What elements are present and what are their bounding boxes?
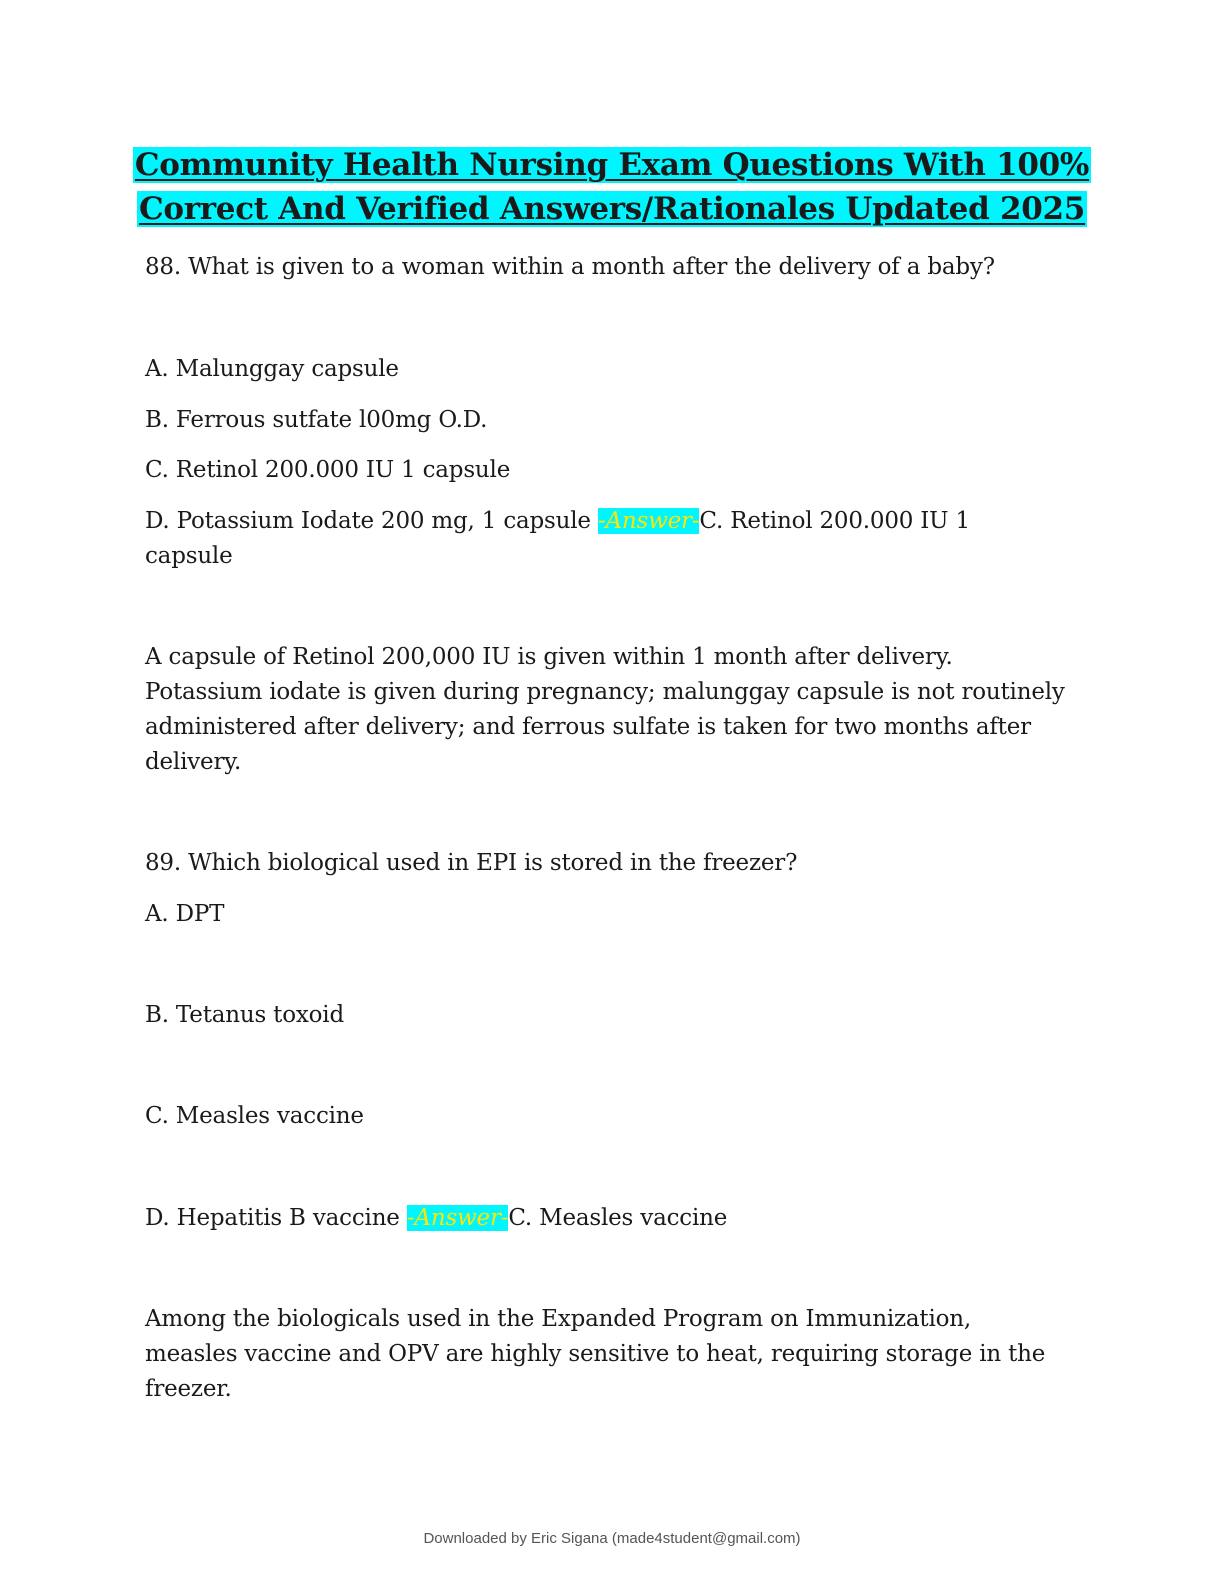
q88-rationale: A capsule of Retinol 200,000 IU is given within 1 month after delivery. Potassium iodate is given during pregnancy; malunggay capsule is not routinely administered after delivery; and ferrous sulfate is taken for two months after delivery. [145, 644, 1065, 775]
q89-option-d-line [145, 1201, 727, 1236]
q89-answer-tag: -Answer- [406, 1205, 509, 1231]
q88-answer: C. Retinol 200.000 IU 1 [699, 508, 970, 534]
q88-option-d-line [145, 504, 970, 539]
download-footer: Downloaded by Eric Sigana (made4student@gmail.com) [423, 1530, 801, 1547]
q88-option-d: D. Potassium Iodate 200 mg, 1 capsule [145, 508, 598, 534]
q89-option-c: C. Measles vaccine [145, 1103, 364, 1129]
q89-option-a: A. DPT [145, 901, 225, 927]
question-89: 89. Which biological used in EPI is stored in the freezer? [145, 850, 798, 876]
q89-option-b: B. Tetanus toxoid [145, 1002, 344, 1028]
q88-answer-continued: capsule [145, 543, 233, 569]
q88-option-a: A. Malunggay capsule [145, 356, 399, 382]
q89-answer: C. Measles vaccine [508, 1205, 728, 1231]
document-title [0, 143, 1224, 231]
q88-option-b: B. Ferrous sutfate l00mg O.D. [145, 407, 488, 433]
q88-answer-tag: -Answer- [597, 508, 700, 534]
question-88: 88. What is given to a woman within a month after the delivery of a baby? [145, 254, 995, 280]
q89-rationale: Among the biologicals used in the Expanded Program on Immunization, measles vaccine and OPV are highly sensitive to heat, requiring storage in the freezer. [145, 1306, 1046, 1402]
q89-option-d: D. Hepatitis B vaccine [145, 1205, 407, 1231]
title-line-1: Community Health Nursing Exam Questions With 100% [134, 147, 1090, 183]
title-line-2: Correct And Verified Answers/Rationales Updated 2025 [138, 191, 1086, 227]
q88-option-c: C. Retinol 200.000 IU 1 capsule [145, 457, 511, 483]
